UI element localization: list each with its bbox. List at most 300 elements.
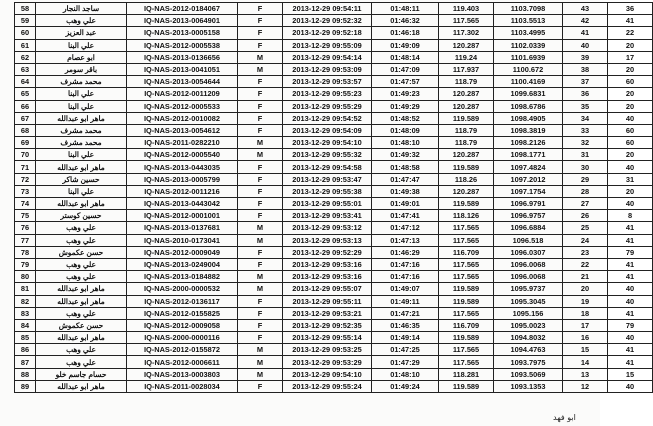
rank-cell: 35 [563,100,608,112]
handwritten-signature: ابو فهد [553,413,576,422]
speed-cell: 1099.6831 [494,88,563,100]
distance-cell: 117.565 [439,258,494,270]
speed-cell: 1095.156 [494,307,563,319]
row-number-cell: 78 [15,246,36,258]
owner-name-cell: علي وهب [36,222,127,234]
rank-cell: 34 [563,112,608,124]
loft-number-cell: 40 [608,112,653,124]
row-number-cell: 71 [15,161,36,173]
arrival-datetime-cell: 2013-12-29 09:55:38 [283,185,372,197]
loft-number-cell: 41 [608,356,653,368]
distance-cell: 119.589 [439,295,494,307]
table-row [15,332,653,344]
loft-number-cell: 41 [608,307,653,319]
rank-cell: 43 [563,3,608,15]
arrival-datetime-cell: 2013-12-29 09:55:24 [283,380,372,392]
sex-cell: F [238,307,283,319]
table-row [15,295,653,307]
table-row [15,173,653,185]
rank-cell: 19 [563,295,608,307]
arrival-datetime-cell: 2013-12-29 09:52:35 [283,319,372,331]
speed-cell: 1096.518 [494,234,563,246]
flight-duration-cell: 01:47:09 [372,63,439,75]
rank-cell: 24 [563,234,608,246]
ring-id-cell: IQ-NAS-2013-0136656 [127,51,238,63]
row-number-cell: 89 [15,380,36,392]
sex-cell: F [238,210,283,222]
sex-cell: M [238,137,283,149]
flight-duration-cell: 01:49:24 [372,380,439,392]
flight-duration-cell: 01:46:35 [372,319,439,331]
flight-duration-cell: 01:47:12 [372,222,439,234]
sex-cell: F [238,246,283,258]
table-row [15,380,653,392]
owner-name-cell: باقر سومر [36,63,127,75]
row-number-cell: 61 [15,39,36,51]
speed-cell: 1103.5513 [494,15,563,27]
rank-cell: 21 [563,271,608,283]
speed-cell: 1096.9757 [494,210,563,222]
ring-id-cell: IQ-NAS-2013-0005799 [127,173,238,185]
ring-id-cell: IQ-NAS-2013-0443042 [127,198,238,210]
speed-cell: 1095.0023 [494,319,563,331]
loft-number-cell: 40 [608,332,653,344]
speed-cell: 1098.2126 [494,137,563,149]
owner-name-cell: حسام جاسم خلو [36,368,127,380]
row-number-cell: 76 [15,222,36,234]
row-number-cell: 63 [15,63,36,75]
flight-duration-cell: 01:48:09 [372,124,439,136]
owner-name-cell: علي وهب [36,356,127,368]
rank-cell: 39 [563,51,608,63]
speed-cell: 1094.4763 [494,344,563,356]
ring-id-cell: IQ-NAS-2013-0054612 [127,124,238,136]
flight-duration-cell: 01:49:29 [372,100,439,112]
loft-number-cell: 41 [608,15,653,27]
owner-name-cell: علي البنا [36,149,127,161]
sex-cell: F [238,295,283,307]
ring-id-cell: IQ-NAS-2012-0155825 [127,307,238,319]
rank-cell: 23 [563,246,608,258]
sex-cell: F [238,88,283,100]
sex-cell: F [238,112,283,124]
row-number-cell: 67 [15,112,36,124]
sex-cell: F [238,39,283,51]
owner-name-cell: ماهر ابو عبدالله [36,380,127,392]
owner-name-cell: حسين شاكر [36,173,127,185]
rank-cell: 41 [563,27,608,39]
distance-cell: 119.589 [439,332,494,344]
ring-id-cell: IQ-NAS-2012-0009049 [127,246,238,258]
flight-duration-cell: 01:49:09 [372,39,439,51]
table-row [15,137,653,149]
flight-duration-cell: 01:49:23 [372,88,439,100]
distance-cell: 117.565 [439,356,494,368]
arrival-datetime-cell: 2013-12-29 09:54:09 [283,124,372,136]
owner-name-cell: ماهر ابو عبدالله [36,295,127,307]
flight-duration-cell: 01:47:47 [372,173,439,185]
arrival-datetime-cell: 2013-12-29 09:53:21 [283,307,372,319]
table-row [15,39,653,51]
distance-cell: 119.589 [439,198,494,210]
loft-number-cell: 20 [608,149,653,161]
row-number-cell: 87 [15,356,36,368]
speed-cell: 1098.4905 [494,112,563,124]
ring-id-cell: IQ-NAS-2012-0011216 [127,185,238,197]
table-row [15,307,653,319]
speed-cell: 1097.1754 [494,185,563,197]
ring-id-cell: IQ-NAS-2011-0028034 [127,380,238,392]
arrival-datetime-cell: 2013-12-29 09:55:11 [283,295,372,307]
loft-number-cell: 41 [608,271,653,283]
speed-cell: 1101.6939 [494,51,563,63]
speed-cell: 1095.9737 [494,283,563,295]
speed-cell: 1098.3819 [494,124,563,136]
distance-cell: 118.79 [439,124,494,136]
rank-cell: 36 [563,88,608,100]
owner-name-cell: ماهر ابو عبدالله [36,332,127,344]
table-row [15,63,653,75]
ring-id-cell: IQ-NAS-2012-0011209 [127,88,238,100]
table-row [15,246,653,258]
sex-cell: F [238,185,283,197]
ring-id-cell: IQ-NAS-2012-0136117 [127,295,238,307]
loft-number-cell: 40 [608,380,653,392]
loft-number-cell: 17 [608,51,653,63]
flight-duration-cell: 01:47:25 [372,344,439,356]
speed-cell: 1098.6786 [494,100,563,112]
ring-id-cell: IQ-NAS-2010-0173041 [127,234,238,246]
owner-name-cell: علي وهب [36,15,127,27]
speed-cell: 1097.2012 [494,173,563,185]
speed-cell: 1100.4169 [494,76,563,88]
row-number-cell: 72 [15,173,36,185]
ring-id-cell: IQ-NAS-2000-0000116 [127,332,238,344]
speed-cell: 1096.9791 [494,198,563,210]
loft-number-cell: 41 [608,258,653,270]
sex-cell: M [238,222,283,234]
flight-duration-cell: 01:49:32 [372,149,439,161]
rank-cell: 28 [563,185,608,197]
arrival-datetime-cell: 2013-12-29 09:55:14 [283,332,372,344]
loft-number-cell: 36 [608,3,653,15]
speed-cell: 1096.0068 [494,258,563,270]
ring-id-cell: IQ-NAS-2013-0005158 [127,27,238,39]
distance-cell: 117.565 [439,15,494,27]
speed-cell: 1093.1353 [494,380,563,392]
rank-cell: 30 [563,161,608,173]
sex-cell: F [238,124,283,136]
owner-name-cell: علي البنا [36,88,127,100]
sex-cell: M [238,356,283,368]
loft-number-cell: 41 [608,234,653,246]
arrival-datetime-cell: 2013-12-29 09:53:47 [283,173,372,185]
sex-cell: F [238,161,283,173]
table-row [15,344,653,356]
table-row [15,198,653,210]
results-table-body [15,3,653,393]
sex-cell: M [238,344,283,356]
distance-cell: 119.403 [439,3,494,15]
loft-number-cell: 31 [608,173,653,185]
arrival-datetime-cell: 2013-12-29 09:55:32 [283,149,372,161]
speed-cell: 1095.3045 [494,295,563,307]
table-row [15,100,653,112]
owner-name-cell: ماهر ابو عبدالله [36,112,127,124]
rank-cell: 38 [563,63,608,75]
rank-cell: 29 [563,173,608,185]
owner-name-cell: محمد مشرف [36,137,127,149]
table-row [15,271,653,283]
ring-id-cell: IQ-NAS-2013-0184882 [127,271,238,283]
speed-cell: 1093.5069 [494,368,563,380]
flight-duration-cell: 01:47:41 [372,210,439,222]
ring-id-cell: IQ-NAS-2000-0000532 [127,283,238,295]
row-number-cell: 83 [15,307,36,319]
rank-cell: 15 [563,344,608,356]
distance-cell: 120.287 [439,39,494,51]
rank-cell: 18 [563,307,608,319]
owner-name-cell: علي وهب [36,307,127,319]
flight-duration-cell: 01:48:10 [372,137,439,149]
speed-cell: 1096.0068 [494,271,563,283]
ring-id-cell: IQ-NAS-2013-0041051 [127,63,238,75]
rank-cell: 12 [563,380,608,392]
distance-cell: 119.589 [439,161,494,173]
flight-duration-cell: 01:47:16 [372,258,439,270]
flight-duration-cell: 01:49:07 [372,283,439,295]
ring-id-cell: IQ-NAS-2012-0005538 [127,39,238,51]
distance-cell: 117.302 [439,27,494,39]
sex-cell: F [238,198,283,210]
distance-cell: 117.937 [439,63,494,75]
arrival-datetime-cell: 2013-12-29 09:55:09 [283,39,372,51]
owner-name-cell: علي وهب [36,344,127,356]
ring-id-cell: IQ-NAS-2013-0054644 [127,76,238,88]
sex-cell: F [238,27,283,39]
row-number-cell: 73 [15,185,36,197]
table-row [15,15,653,27]
sex-cell: M [238,234,283,246]
distance-cell: 118.26 [439,173,494,185]
row-number-cell: 79 [15,258,36,270]
owner-name-cell: حسن عكموش [36,246,127,258]
distance-cell: 120.287 [439,88,494,100]
row-number-cell: 69 [15,137,36,149]
distance-cell: 117.565 [439,307,494,319]
flight-duration-cell: 01:48:58 [372,161,439,173]
loft-number-cell: 40 [608,198,653,210]
flight-duration-cell: 01:48:14 [372,51,439,63]
owner-name-cell: ماهر ابو عبدالله [36,198,127,210]
owner-name-cell: محمد مشرف [36,76,127,88]
arrival-datetime-cell: 2013-12-29 09:54:10 [283,137,372,149]
owner-name-cell: ساجد النجار [36,3,127,15]
distance-cell: 117.565 [439,222,494,234]
loft-number-cell: 79 [608,246,653,258]
loft-number-cell: 20 [608,63,653,75]
loft-number-cell: 20 [608,88,653,100]
rank-cell: 17 [563,319,608,331]
loft-number-cell: 60 [608,124,653,136]
owner-name-cell: علي وهب [36,271,127,283]
distance-cell: 120.287 [439,185,494,197]
flight-duration-cell: 01:47:21 [372,307,439,319]
owner-name-cell: ماهر ابو عبدالله [36,161,127,173]
arrival-datetime-cell: 2013-12-29 09:55:29 [283,100,372,112]
table-row [15,185,653,197]
arrival-datetime-cell: 2013-12-29 09:54:14 [283,51,372,63]
table-row [15,112,653,124]
table-row [15,76,653,88]
arrival-datetime-cell: 2013-12-29 09:54:10 [283,368,372,380]
sex-cell: M [238,368,283,380]
flight-duration-cell: 01:47:57 [372,76,439,88]
owner-name-cell: ماهر ابو عبدالله [36,283,127,295]
sex-cell: F [238,15,283,27]
row-number-cell: 60 [15,27,36,39]
sex-cell: M [238,149,283,161]
sex-cell: F [238,3,283,15]
table-row [15,356,653,368]
rank-cell: 22 [563,258,608,270]
owner-name-cell: علي وهب [36,258,127,270]
row-number-cell: 70 [15,149,36,161]
row-number-cell: 66 [15,100,36,112]
rank-cell: 26 [563,210,608,222]
arrival-datetime-cell: 2013-12-29 09:53:16 [283,271,372,283]
sex-cell: M [238,271,283,283]
ring-id-cell: IQ-NAS-2013-0443035 [127,161,238,173]
ring-id-cell: IQ-NAS-2013-0003803 [127,368,238,380]
flight-duration-cell: 01:49:11 [372,295,439,307]
flight-duration-cell: 01:48:10 [372,368,439,380]
flight-duration-cell: 01:48:11 [372,3,439,15]
ring-id-cell: IQ-NAS-2012-0009058 [127,319,238,331]
row-number-cell: 77 [15,234,36,246]
rank-cell: 33 [563,124,608,136]
flight-duration-cell: 01:49:01 [372,198,439,210]
loft-number-cell: 22 [608,27,653,39]
speed-cell: 1097.4824 [494,161,563,173]
table-row [15,51,653,63]
table-row [15,3,653,15]
row-number-cell: 75 [15,210,36,222]
row-number-cell: 58 [15,3,36,15]
table-row [15,368,653,380]
flight-duration-cell: 01:46:32 [372,15,439,27]
loft-number-cell: 60 [608,137,653,149]
speed-cell: 1103.4995 [494,27,563,39]
row-number-cell: 80 [15,271,36,283]
flight-duration-cell: 01:47:13 [372,234,439,246]
ring-id-cell: IQ-NAS-2012-0001001 [127,210,238,222]
distance-cell: 118.126 [439,210,494,222]
arrival-datetime-cell: 2013-12-29 09:54:52 [283,112,372,124]
rank-cell: 32 [563,137,608,149]
row-number-cell: 86 [15,344,36,356]
distance-cell: 120.287 [439,149,494,161]
arrival-datetime-cell: 2013-12-29 09:55:23 [283,88,372,100]
distance-cell: 117.565 [439,271,494,283]
loft-number-cell: 8 [608,210,653,222]
table-row [15,161,653,173]
row-number-cell: 84 [15,319,36,331]
owner-name-cell: ابو عصام [36,51,127,63]
rank-cell: 14 [563,356,608,368]
row-number-cell: 74 [15,198,36,210]
rank-cell: 25 [563,222,608,234]
table-row [15,319,653,331]
sex-cell: M [238,51,283,63]
flight-duration-cell: 01:48:52 [372,112,439,124]
loft-number-cell: 20 [608,39,653,51]
row-number-cell: 88 [15,368,36,380]
table-row [15,258,653,270]
owner-name-cell: علي البنا [36,185,127,197]
ring-id-cell: IQ-NAS-2013-0137681 [127,222,238,234]
loft-number-cell: 40 [608,161,653,173]
ring-id-cell: IQ-NAS-2011-0282210 [127,137,238,149]
owner-name-cell: علي البنا [36,100,127,112]
flight-duration-cell: 01:49:38 [372,185,439,197]
distance-cell: 118.79 [439,76,494,88]
arrival-datetime-cell: 2013-12-29 09:53:29 [283,356,372,368]
loft-number-cell: 60 [608,76,653,88]
results-table [14,2,653,393]
flight-duration-cell: 01:46:29 [372,246,439,258]
ring-id-cell: IQ-NAS-2013-0249004 [127,258,238,270]
table-row [15,149,653,161]
owner-name-cell: محمد مشرف [36,124,127,136]
speed-cell: 1103.7098 [494,3,563,15]
rank-cell: 42 [563,15,608,27]
table-row [15,234,653,246]
owner-name-cell: علي وهب [36,234,127,246]
arrival-datetime-cell: 2013-12-29 09:53:13 [283,234,372,246]
sex-cell: F [238,173,283,185]
distance-cell: 118.79 [439,137,494,149]
row-number-cell: 68 [15,124,36,136]
distance-cell: 116.709 [439,319,494,331]
distance-cell: 119.589 [439,283,494,295]
arrival-datetime-cell: 2013-12-29 09:53:57 [283,76,372,88]
distance-cell: 119.589 [439,380,494,392]
arrival-datetime-cell: 2013-12-29 09:52:18 [283,27,372,39]
row-number-cell: 62 [15,51,36,63]
flight-duration-cell: 01:47:29 [372,356,439,368]
row-number-cell: 64 [15,76,36,88]
row-number-cell: 65 [15,88,36,100]
speed-cell: 1094.8032 [494,332,563,344]
table-row [15,124,653,136]
ring-id-cell: IQ-NAS-2012-0005540 [127,149,238,161]
distance-cell: 116.709 [439,246,494,258]
owner-name-cell: علي البنا [36,39,127,51]
flight-duration-cell: 01:46:18 [372,27,439,39]
loft-number-cell: 20 [608,185,653,197]
sex-cell: F [238,76,283,88]
flight-duration-cell: 01:47:16 [372,271,439,283]
distance-cell: 120.287 [439,100,494,112]
distance-cell: 117.565 [439,344,494,356]
arrival-datetime-cell: 2013-12-29 09:53:25 [283,344,372,356]
owner-name-cell: عبد العزيز [36,27,127,39]
arrival-datetime-cell: 2013-12-29 09:53:09 [283,63,372,75]
loft-number-cell: 20 [608,100,653,112]
sex-cell: F [238,380,283,392]
arrival-datetime-cell: 2013-12-29 09:54:58 [283,161,372,173]
